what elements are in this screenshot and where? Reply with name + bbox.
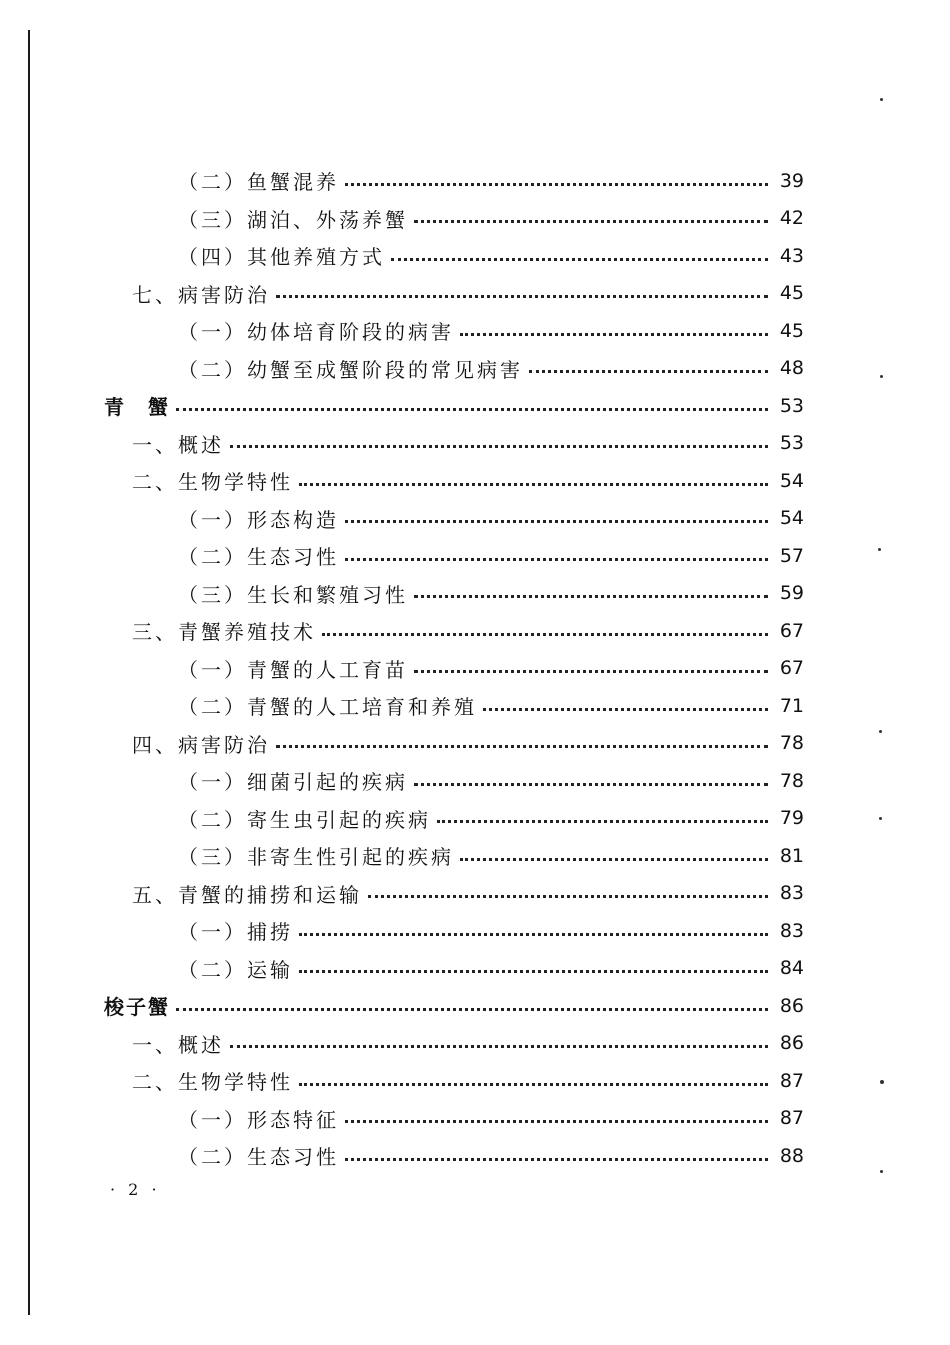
toc-entry [0, 237, 950, 275]
toc-entry-page: 48 [779, 357, 804, 380]
toc-entry-page: 53 [779, 432, 804, 455]
leader-dots [345, 181, 768, 186]
toc-entry-label: 三、青蟹养殖技术 [132, 616, 322, 645]
toc-entry-page: 42 [779, 207, 804, 230]
leader-dots [345, 518, 768, 523]
leader-dots [345, 1156, 768, 1161]
toc-entry [0, 200, 950, 238]
leader-dots [414, 781, 768, 786]
toc-entry-page: 86 [779, 994, 804, 1017]
toc-entry [0, 425, 950, 463]
toc-entry [0, 725, 950, 763]
leader-dots [230, 443, 768, 448]
leader-dots [299, 931, 768, 936]
toc-entry-label: 二、生物学特性 [132, 1066, 299, 1095]
toc-entry-page: 78 [779, 769, 804, 792]
toc-entry-label: （二）青蟹的人工培育和养殖 [178, 691, 483, 720]
toc-entry-page: 84 [779, 957, 804, 980]
toc-entry-page: 57 [779, 544, 804, 567]
toc-entry-label: （一）捕捞 [178, 916, 299, 945]
leader-dots [368, 893, 768, 898]
toc-entry-page: 39 [779, 169, 804, 192]
toc-entry [0, 350, 950, 388]
toc-entry-page: 71 [779, 694, 804, 717]
toc-entry-page: 53 [779, 394, 804, 417]
toc-entry-label: 一、概述 [132, 1029, 230, 1058]
leader-dots [299, 481, 768, 486]
toc-entry [0, 987, 950, 1025]
toc-entry-label: （一）幼体培育阶段的病害 [178, 316, 460, 345]
toc-entry [0, 912, 950, 950]
toc-entry-label: 梭子蟹 [104, 991, 176, 1020]
leader-dots [230, 1043, 768, 1048]
toc-entry-page: 81 [779, 844, 804, 867]
toc-entry [0, 950, 950, 988]
scan-speck [878, 548, 881, 551]
leader-dots [176, 1006, 768, 1011]
scan-speck [879, 730, 882, 733]
toc-entry-label: （一）青蟹的人工育苗 [178, 654, 414, 683]
leader-dots [276, 743, 768, 748]
page-number: · 2 · [110, 1180, 161, 1199]
leader-dots [391, 256, 768, 261]
leader-dots [345, 556, 768, 561]
toc-entry-label: （一）形态特征 [178, 1104, 345, 1133]
leader-dots [460, 856, 768, 861]
toc-entry [0, 1062, 950, 1100]
toc-entry-label: （二）幼蟹至成蟹阶段的常见病害 [178, 354, 529, 383]
toc-entry-label: （一）细菌引起的疾病 [178, 766, 414, 795]
toc-entry [0, 575, 950, 613]
toc-entry-page: 88 [779, 1144, 804, 1167]
toc-entry-label: （二）寄生虫引起的疾病 [178, 804, 437, 833]
toc-entry-label: 青 蟹 [104, 391, 176, 420]
toc-entry-page: 54 [779, 469, 804, 492]
toc-entry-page: 86 [779, 1032, 804, 1055]
toc-entry-page: 67 [779, 657, 804, 680]
toc-entry [0, 875, 950, 913]
toc-entry [0, 837, 950, 875]
toc-entry-label: （二）运输 [178, 954, 299, 983]
table-of-contents [0, 162, 950, 1175]
toc-entry-label: （四）其他养殖方式 [178, 241, 391, 270]
leader-dots [299, 1081, 768, 1086]
toc-entry-page: 87 [779, 1069, 804, 1092]
leader-dots [276, 293, 768, 298]
toc-entry [0, 162, 950, 200]
toc-entry-page: 54 [779, 507, 804, 530]
leader-dots [437, 818, 768, 823]
toc-entry-label: （三）生长和繁殖习性 [178, 579, 414, 608]
toc-entry-page: 87 [779, 1107, 804, 1130]
toc-entry [0, 1137, 950, 1175]
toc-entry [0, 650, 950, 688]
toc-entry-page: 43 [779, 244, 804, 267]
scan-speck [880, 1080, 884, 1084]
leader-dots [322, 631, 768, 636]
toc-entry-label: 五、青蟹的捕捞和运输 [132, 879, 368, 908]
scan-speck [880, 375, 883, 378]
toc-entry-label: （一）形态构造 [178, 504, 345, 533]
toc-entry [0, 687, 950, 725]
leader-dots [414, 668, 768, 673]
toc-entry-page: 45 [779, 319, 804, 342]
toc-entry [0, 500, 950, 538]
toc-entry [0, 800, 950, 838]
toc-entry [0, 537, 950, 575]
leader-dots [345, 1118, 768, 1123]
toc-entry-label: （三）湖泊、外荡养蟹 [178, 204, 414, 233]
scan-speck [879, 817, 882, 820]
toc-entry-label: 一、概述 [132, 429, 230, 458]
toc-entry-page: 83 [779, 882, 804, 905]
leader-dots [483, 706, 768, 711]
toc-entry [0, 1025, 950, 1063]
toc-entry [0, 762, 950, 800]
toc-entry [0, 462, 950, 500]
toc-entry-page: 78 [779, 732, 804, 755]
toc-entry [0, 312, 950, 350]
toc-entry-label: 四、病害防治 [132, 729, 276, 758]
toc-entry-label: 七、病害防治 [132, 279, 276, 308]
toc-entry-page: 59 [779, 582, 804, 605]
scan-speck [880, 1170, 883, 1173]
toc-entry [0, 1100, 950, 1138]
toc-entry-label: （二）鱼蟹混养 [178, 166, 345, 195]
toc-entry-label: （三）非寄生性引起的疾病 [178, 841, 460, 870]
toc-entry [0, 275, 950, 313]
scan-speck [880, 98, 883, 101]
leader-dots [460, 331, 768, 336]
leader-dots [299, 968, 768, 973]
leader-dots [176, 406, 768, 411]
toc-entry-page: 79 [779, 807, 804, 830]
toc-entry-page: 67 [779, 619, 804, 642]
toc-entry-page: 83 [779, 919, 804, 942]
toc-entry [0, 612, 950, 650]
toc-entry-label: 二、生物学特性 [132, 466, 299, 495]
toc-entry [0, 387, 950, 425]
toc-entry-label: （二）生态习性 [178, 541, 345, 570]
leader-dots [529, 368, 768, 373]
leader-dots [414, 218, 768, 223]
leader-dots [414, 593, 768, 598]
toc-entry-page: 45 [779, 282, 804, 305]
toc-entry-label: （二）生态习性 [178, 1141, 345, 1170]
